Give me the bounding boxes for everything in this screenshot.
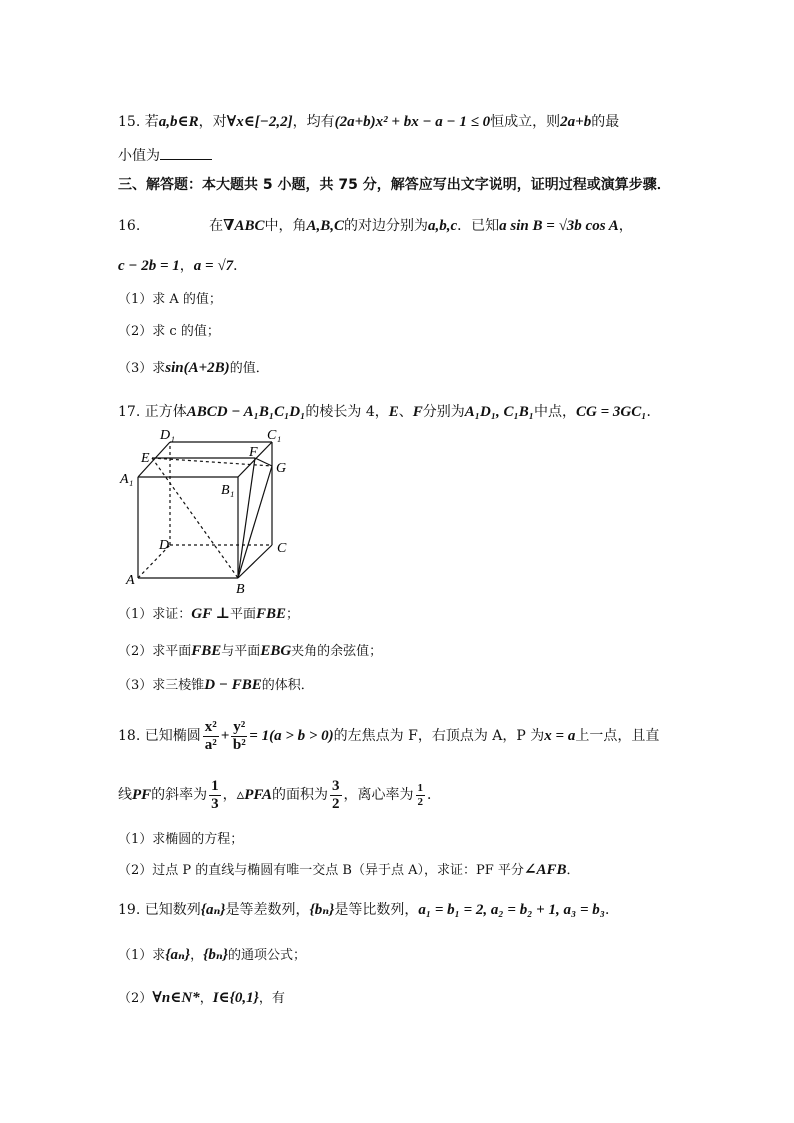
math: CG = 3GC₁ (576, 404, 647, 420)
math: (2a+b)x² + bx − a − 1 ≤ 0 (334, 114, 491, 130)
label-C1: C₁ (267, 428, 282, 443)
math: FBE (256, 606, 287, 622)
section-header: 三、解答题：本大题共 5 小题，共 75 分，解答应写出文字说明，证明过程或演算步骤． (118, 177, 671, 193)
math: {aₙ} (165, 947, 191, 963)
fraction-y2-b2: $\frac{\text{y²}}{\text{b²}}$ (232, 718, 246, 753)
q19-line1: 19. 已知数列{aₙ}是等差数列，{bₙ}是等比数列，a₁ = b₁ = 2, a₂ = b₂ + 1, a₃ = b₃． (118, 902, 619, 918)
q18-part2: （2）过点 P 的直线与椭圆有唯一交点 B（异于点 A），求证：PF 平分∠AFB． (118, 862, 580, 878)
q17-line1: 17. 正方体ABCD − A₁B₁C₁D₁的棱长为 4，E、F分别为A₁D₁, C₁B₁中点，CG = 3GC₁． (118, 404, 661, 420)
label-B: B (236, 582, 245, 595)
q17-part1: （1）求证：GF ⊥平面FBE； (118, 606, 300, 622)
q19-part2: （2）∀n∈N*，I∈{0,1}，有 (118, 990, 285, 1006)
math: 2a+b (560, 114, 592, 130)
math: a = √7 (193, 258, 234, 274)
q16-line2: c − 2b = 1，a = √7． (118, 258, 248, 274)
q16-part1: （1）求 A 的值； (118, 292, 222, 307)
math: ∇ABC (223, 218, 265, 234)
q18-part1: （1）求椭圆的方程； (118, 832, 244, 847)
fraction-3-2: $\frac{3}{2}$ (332, 777, 340, 812)
math: F (412, 404, 423, 420)
math: = 1(a > b > 0) (249, 728, 334, 744)
answer-blank (160, 145, 212, 160)
math: FBE (191, 643, 222, 659)
math: EBG (260, 643, 292, 659)
math: GF ⊥ (191, 606, 230, 622)
q18-line2: 线PF的斜率为 $\frac{1}{3}$ ，▵PFA的面积为 $\frac{3}{2}$ ，离心率为 $\frac{1}{2}$ ． (118, 777, 441, 812)
math: {bₙ} (309, 902, 335, 918)
q17-number: 17. (118, 404, 141, 420)
math: a,b∈R (158, 114, 199, 130)
label-B1: B₁ (221, 483, 235, 498)
math: {bₙ} (203, 947, 228, 963)
math: D − FBE (204, 677, 262, 693)
q16-part2: （2）求 c 的值； (118, 324, 220, 339)
q16-part3: （3）求sin(A+2B)的值． (118, 360, 269, 376)
q19-part1: （1）求{aₙ}，{bₙ}的通项公式； (118, 947, 306, 963)
label-C: C (277, 541, 287, 556)
label-E: E (141, 451, 150, 466)
q15-number: 15. (118, 114, 141, 130)
fraction-x2-a2: $\frac{\text{x²}}{\text{a²}}$ (204, 718, 217, 753)
math: PF (132, 787, 152, 803)
label-F: F (249, 445, 258, 460)
math: ∠AFB (523, 862, 567, 878)
math: A₁D₁, C₁B₁ (464, 404, 535, 420)
fraction-1-2: $\frac{1}{2}$ (417, 781, 423, 808)
math: ∀x∈[−2,2] (226, 114, 293, 130)
math: ▵PFA (236, 787, 272, 803)
math: a₁ = b₁ = 2, a₂ = b₂ + 1, a₃ = b₃ (418, 902, 605, 918)
label-G: G (276, 461, 287, 476)
math: c − 2b = 1 (118, 258, 180, 274)
math: {aₙ} (200, 902, 226, 918)
math: a,b,c (428, 218, 458, 234)
q18-line1: 18. 已知椭圆 $\frac{\text{x²}}{\text{a²}}$ + $\frac{\text{y²}}{\text{b²}}$ = 1(a > b > 0)的左焦点为 F，右顶点为 A，P 为x = a上一点，且直 (118, 718, 660, 753)
q18-number: 18. (118, 728, 141, 744)
q17-part2: （2）求平面FBE与平面EBG夹角的余弦值； (118, 643, 383, 659)
q15-line2: 小值为 (118, 145, 212, 166)
math: E (388, 404, 399, 420)
q16-line1: 16. 在∇ABC中，角A,B,C的对边分别为a,b,c．已知a sin B = √3b cos A， (118, 218, 633, 234)
label-D1: D₁ (160, 428, 175, 443)
math: I∈{0,1} (212, 990, 259, 1006)
math: ABCD − A₁B₁C₁D₁ (186, 404, 306, 420)
cube-diagram (110, 425, 300, 595)
q15-line1: 15. 若a,b∈R，对∀x∈[−2,2]，均有(2a+b)x² + bx − a − 1 ≤ 0恒成立，则2a+b的最 (118, 114, 620, 130)
label-D: D (159, 538, 170, 553)
math: a sin B = √3b cos A (499, 218, 619, 234)
q19-number: 19. (118, 902, 141, 918)
math: x = a (544, 728, 576, 744)
label-A1: A₁ (120, 472, 134, 487)
q17-part3: （3）求三棱锥D − FBE的体积． (118, 677, 314, 693)
fraction-1-3: $\frac{1}{3}$ (211, 777, 219, 812)
math: A,B,C (306, 218, 344, 234)
q16-number: 16. (118, 218, 141, 234)
edge-EB (152, 458, 238, 578)
edge-FB (238, 458, 255, 578)
label-A: A (126, 573, 135, 588)
math: ∀n∈N* (152, 990, 200, 1006)
math: sin(A+2B) (165, 360, 230, 376)
